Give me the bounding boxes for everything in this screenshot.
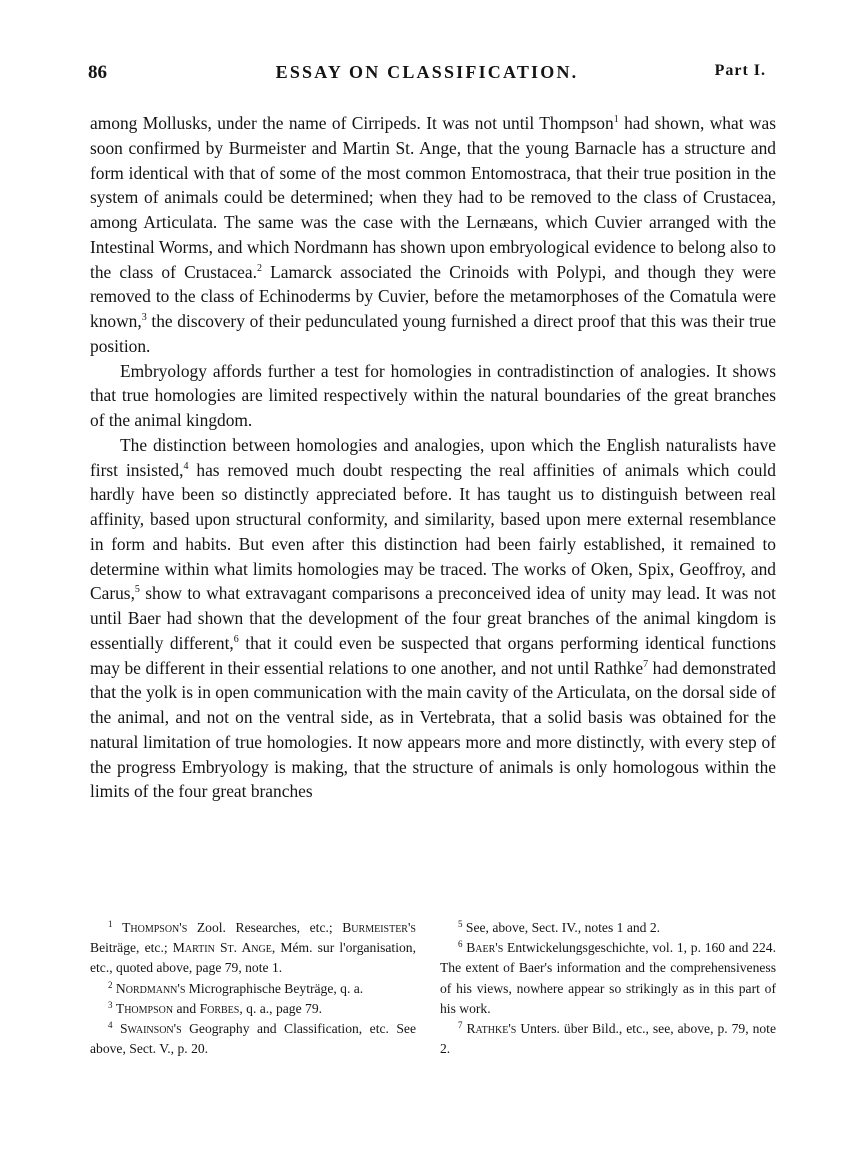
author-name: Swainson's bbox=[119, 1021, 182, 1037]
footnote bbox=[90, 979, 416, 999]
running-header bbox=[88, 62, 766, 92]
paragraph bbox=[90, 359, 776, 433]
paragraph bbox=[90, 433, 776, 804]
footnote-marker: 4 bbox=[108, 1020, 113, 1031]
text-run: Beiträge, etc.; bbox=[90, 940, 173, 956]
footnote-marker: 7 bbox=[458, 1020, 463, 1031]
author-name: Nordmann's bbox=[115, 980, 186, 996]
text-run: show to what extravagant comparisons a preconceived idea of unity may lead. It was not until Baer had shown that the development of the four great branches of the animal kingdom is essentially different, bbox=[90, 583, 776, 653]
text-run: Embryology affords further a test for homologies in contradistinction of analogies. It shows that true homologies are limited respectively within the natural boundaries of the great branches of the animal kingdom. bbox=[90, 360, 776, 430]
footnote-marker: 5 bbox=[134, 584, 140, 596]
footnote-marker: 3 bbox=[108, 999, 113, 1010]
author-name: Rathke's bbox=[466, 1021, 517, 1037]
author-name: Thompson's bbox=[122, 920, 188, 935]
footnote-marker: 6 bbox=[458, 939, 463, 950]
text-run: , q. a., page 79. bbox=[239, 1000, 323, 1016]
footnote-marker: 1 bbox=[108, 919, 113, 929]
footnote-marker: 6 bbox=[233, 633, 239, 645]
footnote-marker: 1 bbox=[613, 114, 619, 125]
footnote-marker: 4 bbox=[183, 460, 189, 472]
text-run bbox=[113, 920, 123, 935]
text-run: Zool. Researches, etc.; bbox=[187, 920, 343, 935]
footnotes-left-column bbox=[90, 918, 416, 1059]
text-run: among Mollusks, under the name of Cirripeds. It was not until Thompson bbox=[90, 113, 614, 133]
body-text bbox=[90, 111, 776, 804]
text-run: The distinction between homologies and analogies, upon which the English naturalists have first insisted, bbox=[90, 434, 776, 480]
author-name: Martin St. Ange bbox=[172, 940, 272, 956]
footnote bbox=[90, 918, 416, 979]
footnote-marker: 3 bbox=[141, 312, 147, 323]
text-run: Geography and Classification, etc. See above, Sect. V., p. 20. bbox=[90, 1021, 416, 1057]
text-run: and bbox=[173, 1000, 200, 1016]
text-run: Lamarck associated the Crinoids with Polypi, and though they were removed to the class of Echinoderms by Cuvier, before the metamorphoses of the Comatula were known, bbox=[90, 261, 776, 331]
footnote-marker: 7 bbox=[643, 658, 649, 670]
paragraph bbox=[90, 111, 776, 359]
text-run: See, above, Sect. IV., notes 1 and 2. bbox=[462, 920, 661, 935]
author-name: Baer's bbox=[466, 940, 504, 956]
footnote bbox=[440, 918, 776, 938]
text-run: Entwickelungsgeschichte, vol. 1, p. 160 and 224. The extent of Baer's information and the comprehensiveness of his views, nowhere appear so strikingly as in this part of his work. bbox=[440, 940, 776, 1016]
footnote-marker: 5 bbox=[458, 919, 463, 929]
running-title: ESSAY ON CLASSIFICATION. bbox=[275, 62, 579, 82]
footnote-marker: 2 bbox=[108, 979, 113, 990]
author-name: Forbes bbox=[199, 1000, 240, 1016]
text-run: the discovery of their pedunculated young furnished a direct proof that this was their true position. bbox=[90, 311, 776, 356]
text-run: had shown, what was soon confirmed by Burmeister and Martin St. Ange, that the young Barnacle has a structure and form identical with that of some of the most common Entomostraca, that their true position in the system of animals could be determined; when they had to be removed to the class of Crustacea, among Articulata. The same was the case with the Lernæans, which Cuvier arranged with the Intestinal Worms, and which Nordmann has shown upon embryological evidence to belong also to the class of Crustacea. bbox=[90, 113, 776, 282]
text-run bbox=[113, 1021, 120, 1036]
text-run: has removed much doubt respecting the real affinities of animals which could hardly have been so distinctly appreciated before. It has taught us to distinguish between real affinity, based upon structural conformity, and similarity, based upon mere external resemblance in form and habits. But even after this distinction had been fairly established, it remained to determine within what limits homologies may be traced. The works of Oken, Spix, Geoffroy, and Carus, bbox=[90, 459, 776, 604]
author-name: Thompson bbox=[115, 1000, 174, 1016]
text-run: Micrographische Beyträge, q. a. bbox=[185, 980, 364, 996]
part-label: Part I. bbox=[714, 62, 766, 79]
text-run: Unters. über Bild., etc., see, above, p. 79, note 2. bbox=[440, 1021, 776, 1057]
footnote-marker: 2 bbox=[256, 262, 262, 274]
page-number: 86 bbox=[88, 62, 107, 83]
footnote bbox=[440, 938, 776, 1019]
text-run: that it could even be suspected that organs performing identical functions may be different in their essential relations to one another, and not until Rathke bbox=[90, 632, 777, 678]
author-name: Burmeister's bbox=[342, 920, 416, 935]
footnote bbox=[440, 1019, 776, 1059]
footnote bbox=[90, 1019, 416, 1059]
text-run: , Mém. sur l'organisation, etc., quoted above, page 79, note 1. bbox=[90, 940, 416, 976]
text-run: had demonstrated that the yolk is in open communication with the main cavity of the Articulata, on the dorsal side of the animal, and not on the ventral side, as in Vertebrata, that a solid basis was obtained for the natural limitation of true homologies. It now appears more and more distinctly, with every step of the progress Embryology is making, that the structure of animals is only homologous within the limits of the four great branches bbox=[90, 657, 777, 802]
footnote bbox=[90, 999, 416, 1019]
footnotes-right-column bbox=[440, 918, 776, 1059]
